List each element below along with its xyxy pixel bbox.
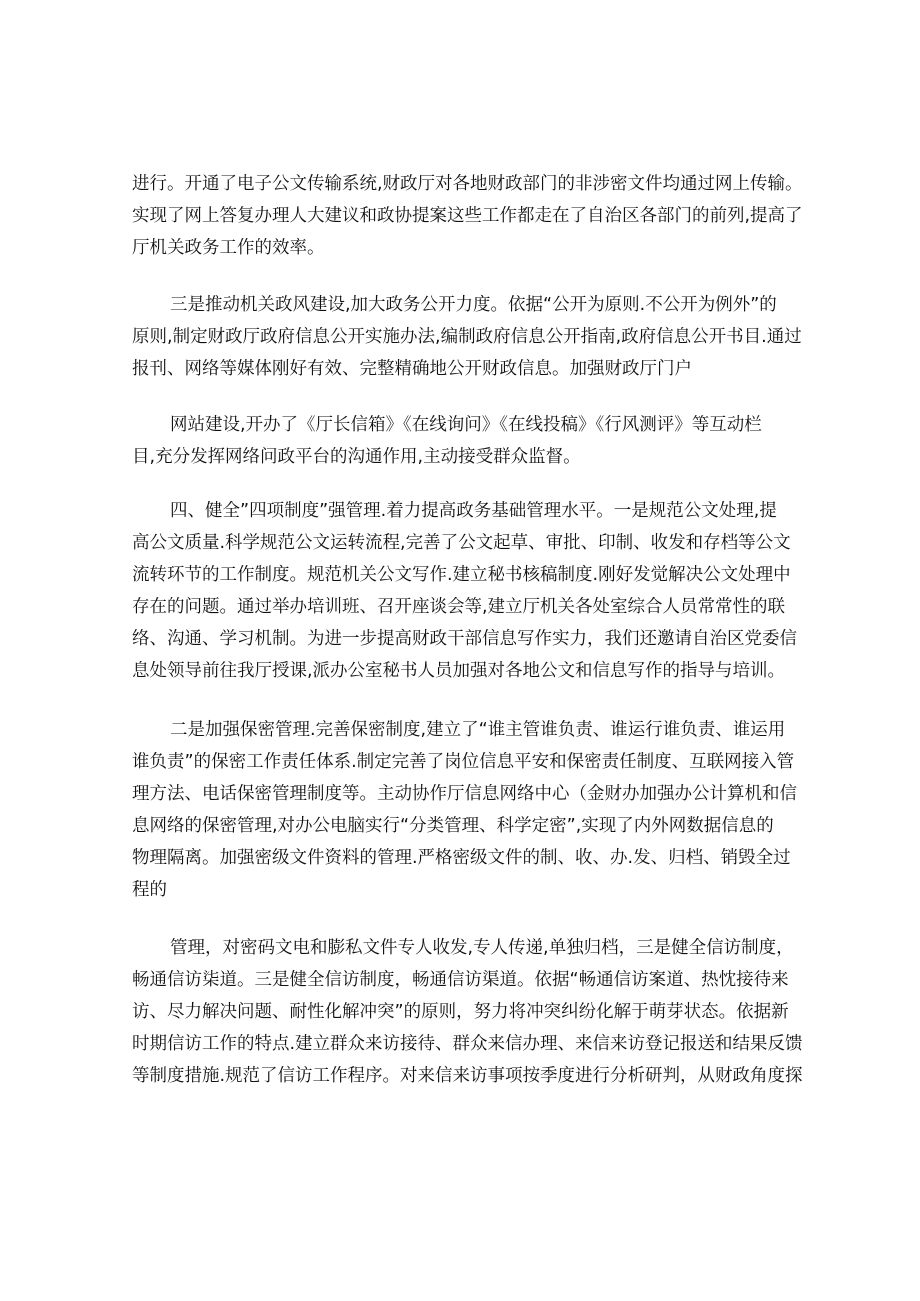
text-line: 存在的问题。通过举办培训班、召开座谈会等,建立厅机关各处室综合人员常常性的联 bbox=[132, 597, 786, 617]
text-line: 流转环节的工作制度。规范机关公文写作.建立秘书核稿制度.刚好发觉解决公文处理中 bbox=[132, 565, 791, 585]
text-line: 谁负责”的保密工作责任体系.制定完善了岗位信息平安和保密责任制度、互联网接入管 bbox=[132, 752, 795, 772]
paragraph-6 bbox=[132, 932, 803, 1092]
text-line: 网站建设,开办了《厅长信箱》《在线询问》《在线投稿》《行风测评》等互动栏 bbox=[170, 415, 762, 435]
paragraph-4 bbox=[132, 495, 797, 687]
paragraph-1 bbox=[132, 168, 803, 264]
text-line: 原则,制定财政厅政府信息公开实施办法,编制政府信息公开指南,政府信息公开书目.通过 bbox=[132, 327, 802, 347]
text-line: 访、尽力解决问题、耐性化解冲突”的原则，努力将冲突纠纷化解于萌芽状态。依据新 bbox=[132, 1002, 789, 1022]
text-line: 管理，对密码文电和膨私文件专人收发,专人传递,单独归档，三是健全信访制度， bbox=[170, 938, 794, 958]
text-line: 报刊、网络等媒体刚好有效、完整精确地公开财政信息。加强财政厅门户 bbox=[132, 359, 692, 379]
text-line: 高公文质量.科学规范公文运转流程,完善了公文起草、审批、印制、收发和存档等公文 bbox=[132, 533, 791, 553]
paragraph-3 bbox=[132, 409, 792, 473]
text-line: 畅通信访柒道。三是健全信访制度，畅通信访渠道。依据“畅通信访案道、热忱接待来 bbox=[132, 970, 789, 990]
text-line: 三是推动机关政风建设,加大政务公开力度。依据“公开为原则.不公开为例外”的 bbox=[170, 295, 777, 315]
text-line: 目,充分发挥网络问政平台的沟通作用,主动接受群众监督。 bbox=[132, 447, 581, 467]
text-line: 理方法、电话保密管理制度等。主动协作厅信息网络中心（金财办加强办公计算机和信 bbox=[132, 784, 797, 804]
paragraph-5 bbox=[132, 714, 797, 906]
text-line: 时期信访工作的特点.建立群众来访接待、群众来信办理、来信来访登记报送和结果反馈 bbox=[132, 1034, 803, 1054]
paragraph-2 bbox=[132, 289, 802, 385]
text-line: 二是加强保密管理.完善保密制度,建立了“谁主管谁负责、谁运行谁负责、谁运用 bbox=[170, 720, 786, 740]
text-line: 息处领导前往我厅授课,派办公室秘书人员加强对各地公文和信息写作的指导与培训。 bbox=[132, 661, 786, 681]
text-line: 物理隔离。加强密级文件资料的管理.严格密级文件的制、收、办.发、归档、销毁全过 bbox=[132, 848, 791, 868]
text-line: 进行。开通了电子公文传输系统,财政厅对各地财政部门的非涉密文件均通过网上传输。 bbox=[132, 174, 803, 194]
text-line: 四、健全”四项制度”强管理.着力提高政务基础管理水平。一是规范公文处理,提 bbox=[170, 501, 777, 521]
text-line: 实现了网上答复办理人大建议和政协提案这些工作都走在了自治区各部门的前列,提高了 bbox=[132, 206, 803, 226]
text-line: 等制度措施.规范了信访工作程序。对来信来访事项按季度进行分析研判，从财政角度探 bbox=[132, 1066, 803, 1086]
text-line: 程的 bbox=[132, 880, 167, 900]
text-line: 厅机关政务工作的效率。 bbox=[132, 238, 325, 258]
text-line: 息网络的保密管理,对办公电脑实行“分类管理、科学定密”,实现了内外网数据信息的 bbox=[132, 816, 774, 836]
text-line: 络、沟通、学习机制。为进一步提高财政干部信息写作实力，我们还邀请自治区党委信 bbox=[132, 629, 797, 649]
